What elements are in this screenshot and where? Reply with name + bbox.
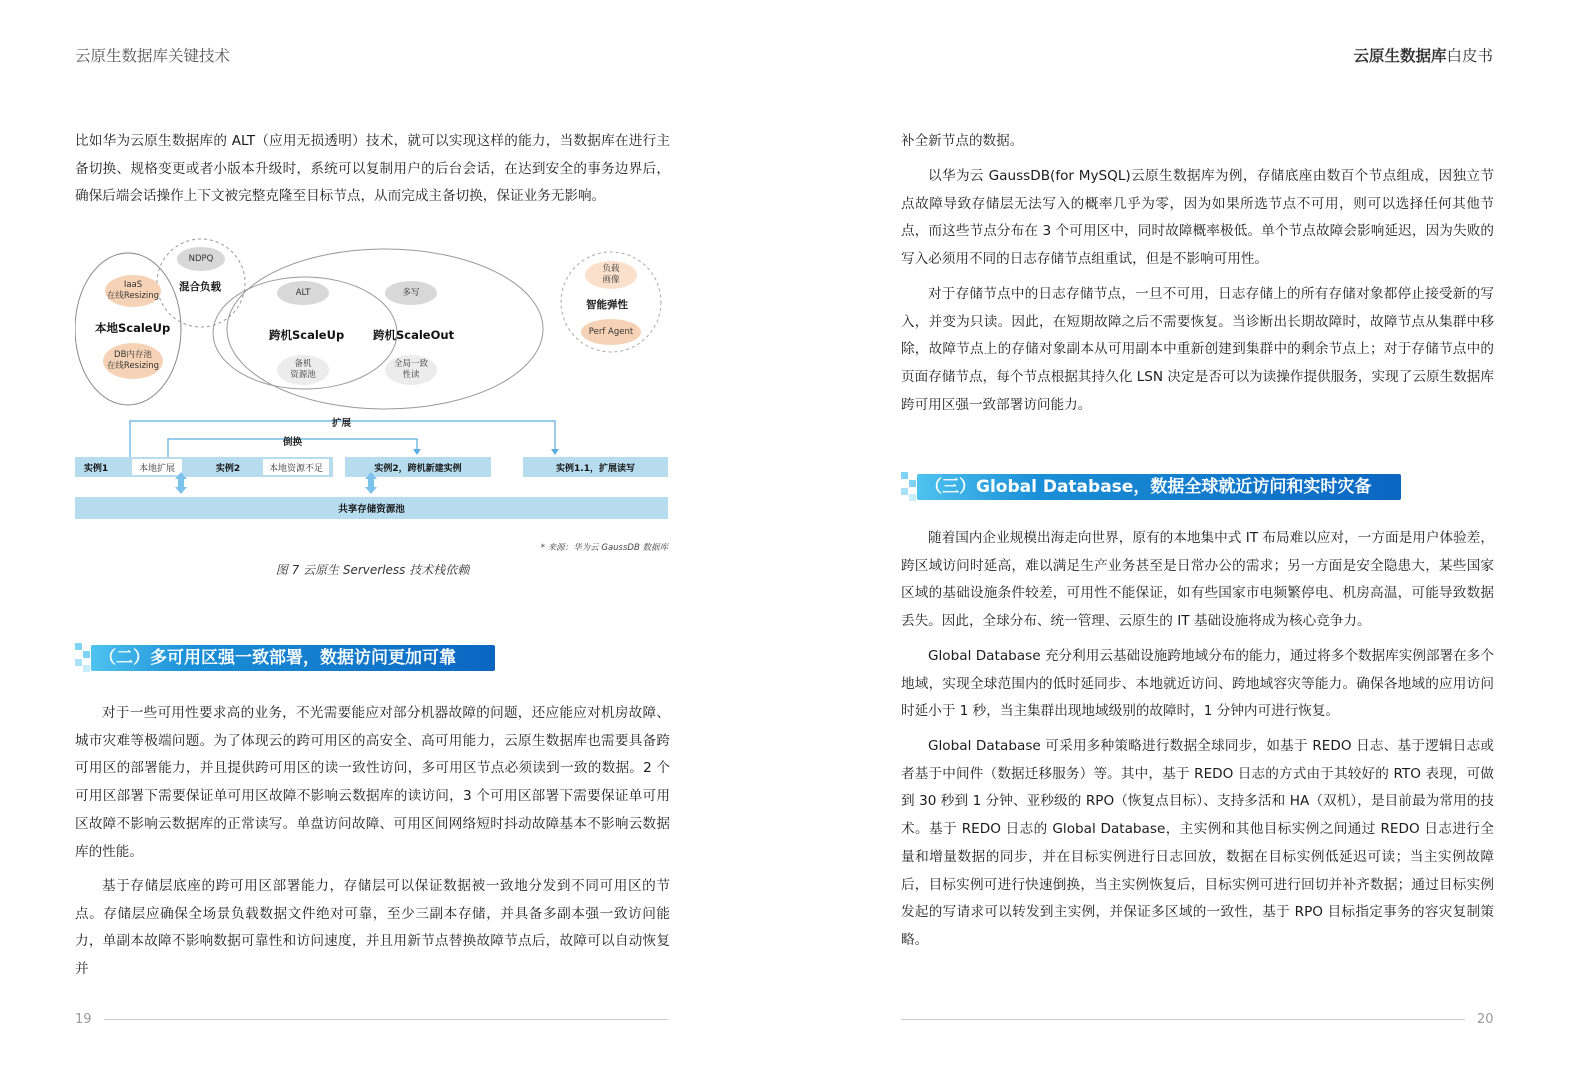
diagram-source: * 来源：华为云 GaussDB 数据库	[540, 543, 668, 553]
iaas-pill: IaaS 在线Resizing	[105, 275, 161, 307]
running-head-bold: 云原生数据库	[1353, 47, 1447, 65]
paragraph: 以华为云 GaussDB(for MySQL)云原生数据库为例，存储底座由数百个节点组成，因独立节点故障导致存储层无法写入的概率几乎为零，因为如果所选节点不可用，则可以选择任何其他节点，而这些节点分布在 3 个可用区中，同时故障概率极低。单个节点故障会影响延迟，因为失败的写入必须用不同的日志存储节点组重试，但是不影响可用性。	[901, 168, 1494, 268]
ndpq-pill: NDPQ	[177, 247, 225, 271]
mixed-load-label: 混合负载	[179, 281, 221, 293]
running-head-left: 云原生数据库关键技术	[75, 47, 231, 65]
paragraph: Global Database 可采用多种策略进行数据全球同步，如基于 REDO 日志、基于逻辑日志或者基于中间件（数据迁移服务）等。其中，基于 REDO 日志的方式由于其较好的 RTO 表现，可做到 30 秒到 1 分钟、亚秒级的 RPO（恢复点目标）、支持多活和 HA（双机），是目前最为常用的技术。基于 REDO 日志的 Global Database，主实例和其他目标实例之间通过 REDO 日志进行全量和增量数据的同步，并在目标实例进行日志回放，数据在目标实例低延迟可读；当主实例故障后，目标实例可进行快速倒换，当主实例恢复后，目标实例可进行回切并补齐数据；通过目标实例发起的写请求可以转发到主实例，并保证多区域的一致性，基于 RPO 目标指定事务的容灾复制策略。	[901, 738, 1494, 948]
section-title-2: （二）多可用区强一致部署，数据访问更加可靠	[99, 648, 456, 668]
instance1-cell: 实例1	[83, 463, 109, 474]
chevrons	[75, 467, 670, 497]
running-head-light: 白皮书	[1446, 47, 1493, 65]
section-banner-2	[75, 643, 495, 673]
page-number-left: 19	[75, 1012, 92, 1027]
switch-label: 倒换	[283, 437, 303, 448]
cross-scaleup-label: 跨机ScaleUp	[269, 328, 345, 342]
load-profile-pill: 负载 画像	[585, 261, 637, 289]
local-insufficient-cell: 本地资源不足	[263, 459, 329, 475]
paragraph: Global Database 充分利用云基础设施跨地域分布的能力，通过将多个数据库实例部署在多个地域，实现全球范围内的低时延同步、本地就近访问、跨地域容灾等能力。确保各地域的应用访问时延小于 1 秒，当主集群出现地域级别的故障时，1 分钟内可进行恢复。	[901, 648, 1494, 720]
smart-elastic-label: 智能弹性	[586, 299, 628, 311]
shared-storage-pool: 共享存储资源池	[75, 497, 668, 519]
page-number-right: 20	[1477, 1012, 1494, 1027]
local-expand-cell: 本地扩展	[132, 459, 182, 475]
expand-label: 扩展	[332, 418, 352, 429]
figure-caption: 图 7 云原生 Serverless 技术栈依赖	[275, 563, 470, 577]
footer-rule-left	[104, 1019, 668, 1020]
instance11-cell: 实例1.1，扩展读写	[556, 463, 635, 474]
alt-pill: ALT	[277, 281, 329, 305]
paragraph: 对于一些可用性要求高的业务，不光需要能应对部分机器故障的问题，还应能应对机房故障、城市灾难等极端问题。为了体现云的跨可用区的高安全、高可用能力，云原生数据库也需要具备跨可用区的部署能力，并且提供跨可用区的读一致性访问，多可用区节点必须读到一致的数据。2 个可用区部署下需要保证单可用区故障不影响云数据库的读访问，3 个可用区部署下需要保证单可用区故障不影响云数据库的正常读写。单盘访问故障、可用区间网络短时抖动故障基本不影响云数据库的性能。	[75, 705, 670, 860]
left-page	[0, 0, 793, 1077]
right-page	[793, 0, 1587, 1077]
serverless-diagram	[75, 235, 670, 555]
db-memory-pill: DB内存池 在线Resizing	[103, 343, 163, 379]
paragraph: 补全新节点的数据。	[901, 133, 1024, 149]
paragraph: 随着国内企业规模出海走向世界，原有的本地集中式 IT 布局难以应对，一方面是用户体验差，跨区域访问时延高，难以满足生产业务甚至是日常办公的需求；另一方面是安全隐患大，某些国家区域的基础设施条件较差，可用性不能保证，如有些国家市电频繁停电、机房高温，可能导致数据丢失。因此，全球分布、统一管理、云原生的 IT 基础设施将成为核心竞争力。	[901, 530, 1494, 630]
section-banner-3	[901, 472, 1401, 502]
standby-pool-pill: 备机 资源池	[277, 355, 329, 385]
perf-agent-pill: Perf Agent	[581, 319, 641, 345]
paragraph: 基于存储层底座的跨可用区部署能力，存储层可以保证数据被一致地分发到不同可用区的节点。存储层应确保全场景负载数据文件绝对可靠，至少三副本存储，并具备多副本强一致访问能力，单副本故障不影响数据可靠性和访问速度，并且用新节点替换故障节点后，故障可以自动恢复并	[75, 878, 670, 978]
instance2-cell: 实例2	[215, 463, 241, 474]
instance2-new-cell: 实例2，跨机新建实例	[374, 463, 462, 474]
section-title-3: （三）Global Database，数据全球就近访问和实时灾备	[925, 477, 1372, 497]
multi-write-pill: 多写	[385, 281, 437, 305]
running-head-right	[1353, 44, 1493, 66]
local-scaleup-label: 本地ScaleUp	[95, 321, 171, 335]
cross-scaleout-label: 跨机ScaleOut	[373, 328, 455, 342]
paragraph: 比如华为云原生数据库的 ALT（应用无损透明）技术，就可以实现这样的能力，当数据库在进行主备切换、规格变更或者小版本升级时，系统可以复制用户的后台会话，在达到安全的事务边界后，确保后端会话操作上下文被完整克隆至目标节点，从而完成主备切换，保证业务无影响。	[75, 133, 670, 205]
global-read-pill: 全局一致 性读	[385, 355, 437, 385]
paragraph: 对于存储节点中的日志存储节点，一旦不可用，日志存储上的所有存储对象都停止接受新的写入，并变为只读。因此，在短期故障之后不需要恢复。当诊断出长期故障时，故障节点从集群中移除，故障节点上的存储对象副本从可用副本中重新创建到集群中的剩余节点上；对于存储节点中的页面存储节点，每个节点根据其持久化 LSN 决定是否可以为读操作提供服务，实现了云原生数据库跨可用区强一致部署访问能力。	[901, 286, 1494, 413]
footer-rule-right	[901, 1019, 1465, 1020]
